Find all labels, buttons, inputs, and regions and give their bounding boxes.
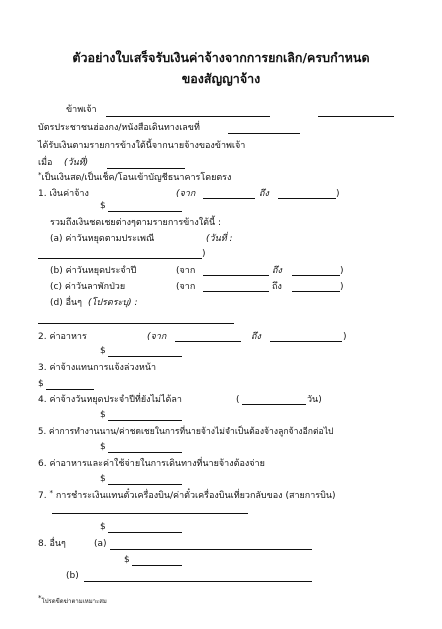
wages-from-label: (จาก [176,189,196,199]
annual-leave-to-field[interactable] [292,275,340,276]
wages-close: ) [336,189,340,199]
employee-extra-field[interactable] [318,116,394,117]
food-label: 2. ค่าอาหาร [38,332,87,342]
annual-leave-from-field[interactable] [203,275,269,276]
others-a-amount-field[interactable] [132,565,182,566]
untaken-leave-amount-field[interactable] [108,420,182,421]
untaken-leave-open: ( [236,395,240,405]
airfare-text: การชำระเงินแทนตั๋วเครื่องบิน/ค่าตั๋วเครื่องบินเที่ยวกลับของ (สายการบิน) [55,491,336,501]
wages-label: 1. เงินค่าจ้าง [38,189,89,199]
food-from-field[interactable] [175,341,241,342]
food-amount-field[interactable] [108,356,182,357]
travel-label: 6. ค่าอาหารและค่าใช้จ่ายในการเดินทางที่นายจ้างต้องจ่าย [38,459,265,469]
airfare-label [38,489,336,501]
annual-leave-label: (b) ค่าวันหยุดประจำปี [50,266,137,276]
footnote-text: โปรดขีดฆ่าตามเหมาะสม [41,598,107,605]
food-from-label: (จาก [147,332,167,342]
others-b-label: (b) [66,571,79,581]
wages-to-field[interactable] [278,198,336,199]
wages-from-field[interactable] [203,198,255,199]
document-title-line-1: ตัวอย่างใบเสร็จรับเงินค่าจ้างจากการยกเลิก/ครบกำหนด [72,50,370,65]
untaken-leave-dollar: $ [100,410,106,420]
sick-leave-to-label: ถึง [272,282,282,292]
airfare-asterisk: * [49,489,53,497]
sick-leave-from-label: (จาก [176,282,196,292]
untaken-leave-days-field[interactable] [242,404,306,405]
sick-leave-close: ) [340,282,344,292]
wages-to-label: ถึง [259,189,269,199]
payment-method [38,171,232,183]
food-to-label: ถึง [251,332,261,342]
receipt-date-field[interactable] [107,168,185,169]
airfare-amount-field[interactable] [108,532,182,533]
severance-dollar: $ [100,442,106,452]
asterisk-mark: * [38,171,42,179]
employee-label: ข้าพเจ้า [66,105,97,115]
id-label: บัตรประชาชนฮ่องกง/หนังสือเดินทางเลขที่ [38,123,200,133]
food-to-field[interactable] [270,341,342,342]
holiday-date-field[interactable] [38,258,202,259]
notice-dollar: $ [38,379,44,389]
others-a-field[interactable] [110,549,312,550]
other-sub-label: (d) อื่นๆ [50,298,82,308]
document-title-line-2: ของสัญญาจ้าง [181,71,261,86]
total-including-label: รวมถึงเงินชดเชยต่างๆตามรายการข้างใต้นี้ : [50,218,222,228]
severance-label: 5. ค่าการทำงานนาน/ค่าชดเชยในการที่นายจ้างไม่จำเป็นต้องจ้างลูกจ้างอีกต่อไป [38,427,334,437]
wages-amount-field[interactable] [108,211,182,212]
airline-field[interactable] [52,513,248,514]
other-sub-specify: (โปรดระบุ) : [88,298,138,308]
footnote-asterisk: * [38,594,42,602]
other-sub-field[interactable] [38,323,234,324]
untaken-leave-label: 4. ค่าจ้างวันหยุดประจำปีที่ยังไม่ได้ลา [38,395,182,405]
others-a-label: (a) [94,539,107,549]
annual-leave-close: ) [340,266,344,276]
sick-leave-label: (c) ค่าวันลาพักป่วย [50,282,126,292]
date-label: (วันที่) [64,158,89,168]
airfare-number: 7. [38,491,47,501]
received-text: ได้รับเงินตามรายการข้างใต้นี้จากนายจ้างของข้าพเจ้า [38,141,246,151]
others-label: 8. อื่นๆ [38,539,66,549]
holiday-date-label: (วันที่ : [206,234,233,244]
notice-label: 3. ค่าจ้างแทนการแจ้งล่วงหน้า [38,363,157,373]
travel-amount-field[interactable] [108,484,182,485]
travel-dollar: $ [100,474,106,484]
when-label: เมื่อ [38,158,53,168]
annual-leave-to-label: ถึง [272,266,282,276]
food-dollar: $ [100,346,106,356]
notice-amount-field[interactable] [46,389,94,390]
payment-method-text: เป็นเงินสด/เป็นเช็ค/โอนเข้าบัญชีธนาคารโดยตรง [41,173,232,183]
others-b-field[interactable] [84,581,312,582]
severance-amount-field[interactable] [108,452,182,453]
wages-dollar: $ [100,201,106,211]
sick-leave-to-field[interactable] [292,291,340,292]
annual-leave-from-label: (จาก [176,266,196,276]
untaken-leave-unit: วัน) [307,395,322,405]
id-number-field[interactable] [228,133,300,134]
holiday-close: ) [202,249,206,259]
sick-leave-from-field[interactable] [203,291,269,292]
employee-name-field[interactable] [106,116,270,117]
footnote [38,594,107,606]
airfare-dollar: $ [100,522,106,532]
food-close: ) [343,332,347,342]
holiday-pay-label: (a) ค่าวันหยุดตามประเพณี [50,234,155,244]
others-a-dollar: $ [124,555,130,565]
